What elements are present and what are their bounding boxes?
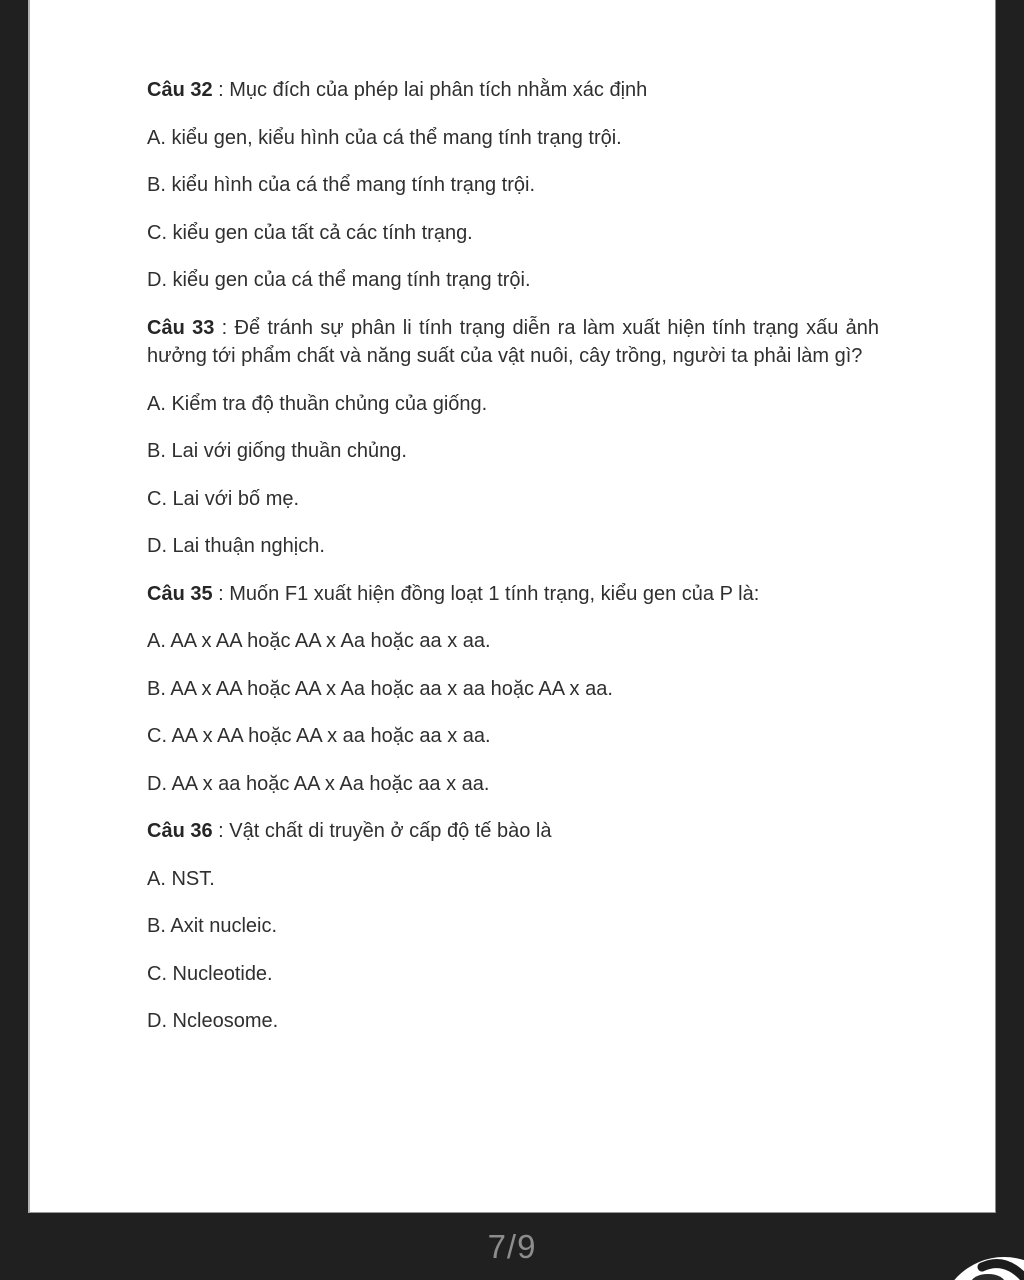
- answer-option: A. NST.: [147, 867, 215, 890]
- question-text: : Muốn F1 xuất hiện đồng loạt 1 tính trạng, kiểu gen của P là:: [212, 582, 760, 605]
- question-header: [147, 76, 879, 105]
- answer-option: B. Lai với giống thuần chủng.: [147, 440, 407, 462]
- question-number: Câu 32: [147, 79, 213, 101]
- answer-option: C. AA x AA hoặc AA x aa hoặc aa x aa.: [147, 725, 491, 747]
- answer-option: C. kiểu gen của tất cả các tính trạng.: [147, 221, 473, 244]
- document-page: [28, 0, 996, 1213]
- answer-option: A. Kiểm tra độ thuần chủng của giống.: [147, 392, 488, 415]
- question-header: [147, 314, 879, 371]
- page-indicator: 7/9: [487, 1227, 537, 1265]
- question-number: Câu 36: [147, 820, 213, 842]
- answer-option: B. kiểu hình của cá thể mang tính trạng trội.: [147, 174, 536, 196]
- answer-option: B. Axit nucleic.: [147, 915, 278, 937]
- logo-circle-icon: [834, 1220, 1024, 1280]
- answer-option: D. kiểu gen của cá thể mang tính trạng trội.: [147, 269, 531, 291]
- answer-option: C. Lai với bố mẹ.: [147, 487, 300, 510]
- question-number: Câu 35: [147, 582, 213, 605]
- answer-option: D. AA x aa hoặc AA x Aa hoặc aa x aa.: [147, 772, 490, 795]
- answer-option: A. kiểu gen, kiểu hình của cá thể mang tính trạng trội.: [147, 126, 622, 149]
- question-text: : Để tránh sự phân li tính trạng diễn ra làm xuất hiện tính trạng xấu ảnh hưởng tới phẩm chất và năng suất của vật nuôi, cây trồng, người ta phải làm gì?: [147, 316, 879, 367]
- floating-logo-button[interactable]: [834, 1220, 1024, 1280]
- question-text: : Vật chất di truyền ở cấp độ tế bào là: [212, 820, 552, 842]
- answer-option: A. AA x AA hoặc AA x Aa hoặc aa x aa.: [147, 630, 491, 652]
- answer-option: B. AA x AA hoặc AA x Aa hoặc aa x aa hoặc AA x aa.: [147, 677, 613, 700]
- answer-option: D. Ncleosome.: [147, 1010, 279, 1032]
- answer-option: C. Nucleotide.: [147, 962, 273, 985]
- question-number: Câu 33: [147, 316, 215, 339]
- question-text: : Mục đích của phép lai phân tích nhằm xác định: [212, 79, 648, 101]
- question-header: [147, 580, 879, 609]
- question-header: [147, 817, 879, 846]
- answer-option: D. Lai thuận nghịch.: [147, 535, 325, 557]
